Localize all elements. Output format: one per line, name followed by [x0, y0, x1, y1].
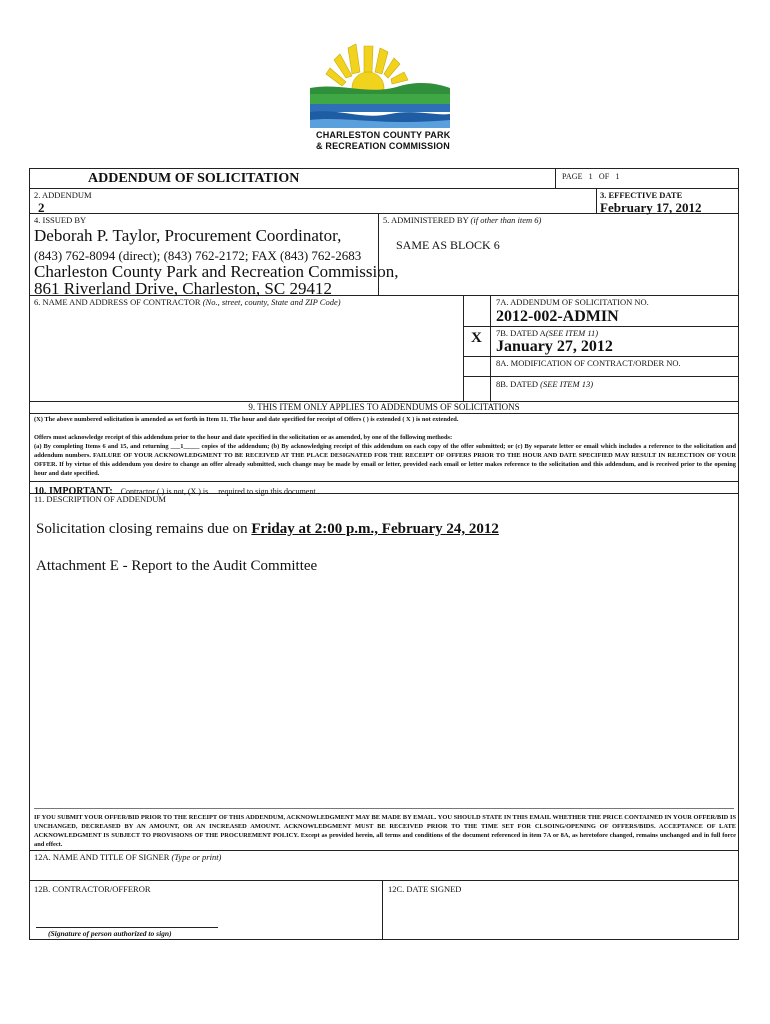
issuer-address: 861 Riverland Drive, Charleston, SC 29412 [34, 279, 332, 298]
important-title: . IMPORTANT: [44, 486, 113, 497]
administered-by-text: 5. ADMINISTERED BY [383, 215, 469, 225]
page-label: PAGE [562, 172, 583, 181]
block9-methods-line: Offers must acknowledge receipt of this addendum prior to the hour and date specified in the solicitation or as amended, by one of the following methods: [34, 434, 453, 441]
contractor-address-note: (No., street, county, State and ZIP Code) [202, 297, 341, 307]
divider [29, 188, 739, 189]
divider [29, 880, 739, 881]
divider [378, 213, 379, 295]
addendum-number: 2 [38, 200, 45, 215]
issued-by-label: 4. ISSUED BY [34, 215, 87, 225]
logo-org-line1: CHARLESTON COUNTY PARK [316, 130, 451, 140]
modification-dated-label [496, 379, 593, 389]
administered-by-note: (if other than item 6) [470, 215, 542, 225]
divider [596, 188, 597, 213]
signature-field[interactable] [36, 896, 218, 926]
closing-prefix: Solicitation closing remains due on [36, 521, 252, 537]
signer-name-note: (Type or print) [171, 852, 222, 862]
signature-caption: (Signature of person authorized to sign) [48, 929, 172, 938]
dated-text: 7B. DATED A [496, 328, 546, 338]
signer-name-label [34, 852, 221, 862]
page-number: 1 [588, 172, 593, 181]
dated-note: (SEE ITEM 11) [545, 328, 599, 338]
important-text-b: required to sign this document . [218, 487, 320, 496]
modification-label: 8A. MODIFICATION OF CONTRACT/ORDER NO. [496, 358, 681, 368]
contractor-offeror-label: 12B. CONTRACTOR/OFFEROR [34, 884, 151, 894]
divider [463, 295, 464, 401]
page-indicator [562, 172, 620, 181]
of-label: OF [598, 172, 610, 181]
form-title: ADDENDUM OF SOLICITATION [88, 171, 300, 186]
signer-name-text: 12A. NAME AND TITLE OF SIGNER [34, 852, 170, 862]
contractor-address-text: 6. NAME AND ADDRESS OF CONTRACTOR [34, 297, 201, 307]
description-line1 [36, 521, 499, 538]
solicitation-no-value: 2012-002-ADMIN [496, 308, 619, 325]
sun-waves-emblem [300, 42, 470, 130]
description-label: 11. DESCRIPTION OF ADDENDUM [34, 494, 166, 504]
block9-title: 9. THIS ITEM ONLY APPLIES TO ADDENDUMS OF SOLICITATIONS [248, 402, 520, 412]
block9-instructions: (a) By completing Items 6 and 15, and returning ___1_____ copies of the addendum; (b) By acknowledging receipt of this addendum on each copy of the offer submitted; or (c) By separate letter or email which includes a reference to the solicitation and addendum numbers. FAILURE OF YOUR ACKNOWLEDGMENT TO BE RECEIVED AT THE PLACE DESIGNATED FOR THE RECEIPT OF OFFERS PRIOR TO THE HOUR AND DATE SPECIFIED MAY RESULT IN REJECTION OF YOUR OFFER. If by virtue of this addendum you desire to change an offer already submitted, such change may be made by email or letter, provided each email or letter makes reference to the solicitation and this addendum, and is received prior to the opening hour and date specified. [34, 443, 736, 477]
date-signed-label: 12C. DATE SIGNED [388, 884, 462, 894]
administered-by-label [383, 215, 541, 225]
email-acknowledgment-notice: IF YOU SUBMIT YOUR OFFER/BID PRIOR TO THE RECEIPT OF THIS ADDENDUM, ACKNOWLEDGMENT MAY BE MADE BY EMAIL. YOU SHOULD STATE IN THIS EMAIL WHETHER THE PRICE CONTAINED IN YOUR OFFER/BID IS UNCHANGED, DECREASED BY AN AMOUNT, OR AN INCREASED AMOUNT. ACKNOWLEDGMENT MUST BE RECEIVED PRIOR TO THE TIME SET FOR CLSOING/OPENING OF OFFERS/BIDS. ACCEPTANCE OF LATE ACKNOWLEDGMENT IS SUBJECT TO PROVISIONS OF THE PROCUREMENT POLICY. Except as provided herein, all terms and conditions of the document referenced in item 7A or 8A, as heretofore changed, remains unchanged and in full force and effect. [34, 814, 736, 848]
issuer-organization: Charleston County Park and Recreation Commission, [34, 262, 399, 281]
addendum-label: 2. ADDENDUM [34, 190, 92, 200]
divider [463, 326, 739, 327]
signature-line [36, 927, 218, 928]
description-line2: Attachment E - Report to the Audit Committee [36, 558, 318, 574]
date-signed-field[interactable] [388, 896, 733, 936]
notice-rule [34, 808, 734, 809]
important-number: 10 [34, 486, 44, 497]
block9-extension-line: (X) The above numbered solicitation is amended as set forth in Item 11. The hour and date specified for receipt of Offers ( ) is extended ( X ) is not extended. [34, 416, 459, 423]
divider [490, 295, 491, 401]
divider [382, 880, 383, 940]
issuer-name: Deborah P. Taylor, Procurement Coordinator, [34, 226, 342, 245]
page-total: 1 [615, 172, 620, 181]
divider [29, 850, 739, 851]
divider [463, 376, 739, 377]
solicitation-no-label: 7A. ADDENDUM OF SOLICITATION NO. [496, 297, 649, 307]
closing-date: Friday at 2:00 p.m., February 24, 2012 [251, 521, 499, 537]
dated-value: January 27, 2012 [496, 338, 613, 355]
signer-name-field[interactable] [34, 862, 734, 878]
modification-dated-text: 8B. DATED [496, 379, 539, 389]
dated-label [496, 328, 598, 338]
divider [555, 168, 556, 188]
administered-by-value: SAME AS BLOCK 6 [396, 238, 500, 252]
check-mark: X [471, 330, 482, 346]
logo-org-line2: & RECREATION COMMISSION [316, 141, 450, 151]
contractor-address-label [34, 297, 341, 307]
modification-dated-note: (SEE ITEM 13) [540, 379, 594, 389]
effective-date-label: 3. EFFECTIVE DATE [600, 190, 683, 200]
organization-logo [300, 42, 470, 154]
divider [29, 413, 739, 414]
issuer-phone: (843) 762-8094 (direct); (843) 762-2172; FAX (843) 762-2683 [34, 248, 362, 263]
divider [463, 356, 739, 357]
important-text-a: Contractor ( ) is not, (X ) is [120, 487, 209, 496]
effective-date-value: February 17, 2012 [600, 200, 702, 215]
